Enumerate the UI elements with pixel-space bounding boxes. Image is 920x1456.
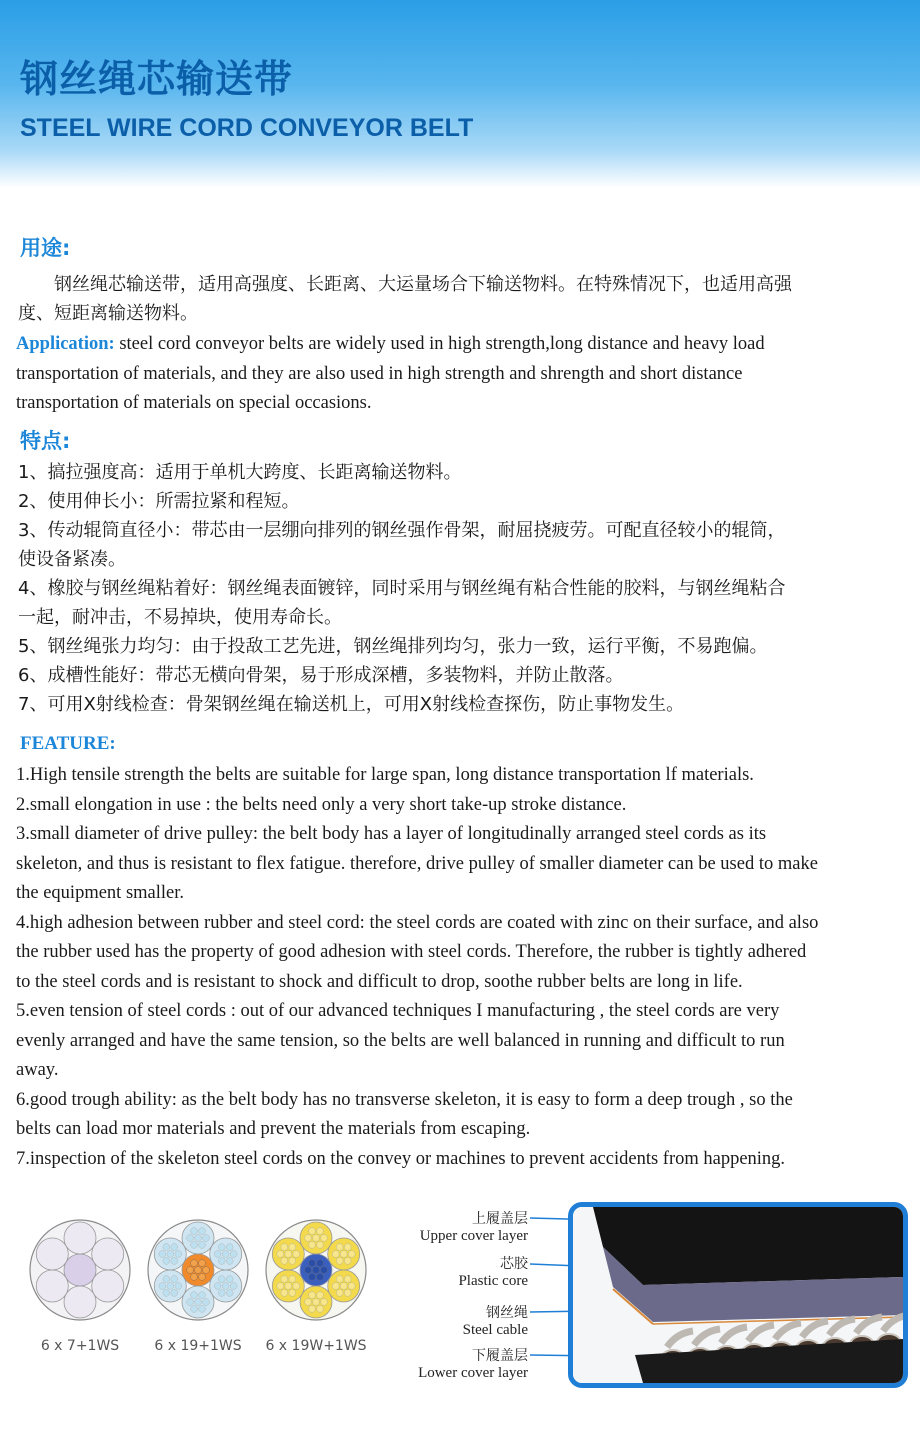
wire bbox=[171, 1290, 178, 1297]
feature-en-line: evenly arranged and have the same tension, so the belts are well balanced in running and difficult to run bbox=[16, 1030, 785, 1051]
wire bbox=[191, 1292, 198, 1299]
core-wire bbox=[309, 1260, 316, 1267]
wire bbox=[226, 1258, 233, 1265]
cable-caption: 6 x 19+1WS bbox=[154, 1338, 242, 1354]
feature-en-line: skeleton, and thus is resistant to flex fatigue. therefore, drive pulley of smaller diameter can be used to make bbox=[16, 853, 818, 874]
core-wire bbox=[203, 1267, 210, 1274]
application-line: steel cord conveyor belts are widely used in high strength,long distance and heavy load bbox=[114, 334, 765, 354]
feature-en-line: 3.small diameter of drive pulley: the belt body has a layer of longitudinally arranged steel cords as its bbox=[16, 824, 767, 844]
wire bbox=[348, 1251, 355, 1258]
wire bbox=[289, 1258, 296, 1265]
wire bbox=[344, 1244, 351, 1251]
feature-cn-line: 6、成槽性能好：带芯无横向骨架，易于形成深槽，多装物料，并防止散落。 bbox=[18, 665, 624, 686]
wire bbox=[191, 1228, 198, 1235]
application-line: transportation of materials on special occasions. bbox=[16, 393, 372, 413]
wire bbox=[277, 1283, 284, 1290]
application-line: transportation of materials, and they are also used in high strength and shrength and short distance bbox=[16, 363, 743, 384]
layer-label-core bbox=[458, 1256, 528, 1290]
wire bbox=[281, 1258, 288, 1265]
wire bbox=[218, 1276, 225, 1283]
outer-strand bbox=[92, 1238, 124, 1270]
core-wire bbox=[313, 1267, 320, 1274]
feature-en-line: belts can load mor materials and prevent the materials from escaping. bbox=[16, 1119, 531, 1139]
feature-en-line: 2.small elongation in use : the belts need only a very short take-up stroke distance. bbox=[16, 794, 627, 815]
feature-en-line: 7.inspection of the skeleton steel cords on the convey or machines to prevent accidents from happening. bbox=[16, 1148, 786, 1169]
wire bbox=[285, 1251, 292, 1258]
wire bbox=[313, 1299, 320, 1306]
wire bbox=[293, 1251, 300, 1258]
core-wire bbox=[199, 1274, 206, 1281]
wire bbox=[230, 1251, 237, 1258]
features-cn-heading: 特点: bbox=[20, 429, 71, 453]
feature-cn-line: 1、搞拉强度高：适用于单机大跨度、长距离输送物料。 bbox=[18, 462, 462, 483]
wire bbox=[321, 1299, 328, 1306]
layer-en: Steel cable bbox=[462, 1322, 528, 1338]
feature-en-line: 5.even tension of steel cords : out of our advanced techniques I manufacturing , the steel cords are very bbox=[16, 1001, 780, 1021]
layer-label-cable bbox=[463, 1305, 528, 1339]
wire bbox=[199, 1306, 206, 1313]
wire bbox=[289, 1276, 296, 1283]
feature-en-line: away. bbox=[16, 1060, 59, 1080]
wire bbox=[277, 1251, 284, 1258]
layer-cn: 钢丝绳 bbox=[486, 1305, 528, 1321]
page-title-en: STEEL WIRE CORD CONVEYOR BELT bbox=[20, 114, 474, 142]
layer-cn: 下履盖层 bbox=[472, 1348, 528, 1364]
wire bbox=[305, 1299, 312, 1306]
wire bbox=[313, 1235, 320, 1242]
wire bbox=[309, 1242, 316, 1249]
layer-en: Plastic core bbox=[458, 1273, 528, 1289]
core-strand bbox=[64, 1254, 96, 1286]
usage-heading: 用途: bbox=[20, 236, 71, 260]
wire bbox=[171, 1258, 178, 1265]
layer-en: Lower cover layer bbox=[418, 1365, 528, 1381]
outer-strand bbox=[64, 1286, 96, 1318]
wire bbox=[340, 1251, 347, 1258]
wire bbox=[226, 1290, 233, 1297]
feature-en-line: the equipment smaller. bbox=[16, 883, 184, 903]
wire bbox=[163, 1258, 170, 1265]
layer-label-upper bbox=[420, 1211, 528, 1245]
usage-cn-line: 钢丝绳芯输送带，适用高强度、长距离、大运量场合下输送物料。在特殊情况下，也适用高强 bbox=[18, 274, 792, 295]
application-label: Application: bbox=[16, 334, 115, 354]
wire bbox=[305, 1235, 312, 1242]
core-wire bbox=[305, 1267, 312, 1274]
header-banner bbox=[0, 0, 920, 188]
wire bbox=[332, 1283, 339, 1290]
features-cn-list bbox=[18, 458, 908, 719]
upper-cover-layer bbox=[593, 1207, 903, 1285]
wire bbox=[214, 1283, 221, 1290]
cable-cross-sections bbox=[0, 1200, 400, 1350]
wire bbox=[317, 1228, 324, 1235]
feature-en-line: 6.good trough ability: as the belt body has no transverse skeleton, it is easy to form a deep trough , so the bbox=[16, 1089, 793, 1110]
core-wire bbox=[199, 1260, 206, 1267]
layer-cn: 上履盖层 bbox=[472, 1211, 528, 1227]
core-wire bbox=[195, 1267, 202, 1274]
wire bbox=[289, 1244, 296, 1251]
wire bbox=[348, 1283, 355, 1290]
wire bbox=[344, 1290, 351, 1297]
features-en-list bbox=[16, 761, 916, 1174]
wire bbox=[199, 1292, 206, 1299]
features-en-heading: FEATURE: bbox=[20, 733, 116, 754]
core-wire bbox=[317, 1274, 324, 1281]
feature-en-line: 1.High tensile strength the belts are suitable for large span, long distance transportation lf materials. bbox=[16, 765, 754, 785]
wire bbox=[293, 1283, 300, 1290]
wire bbox=[336, 1244, 343, 1251]
wire bbox=[289, 1290, 296, 1297]
outer-strand bbox=[92, 1270, 124, 1302]
wire bbox=[321, 1235, 328, 1242]
layer-label-lower bbox=[418, 1348, 528, 1382]
wire bbox=[281, 1290, 288, 1297]
outer-strand bbox=[64, 1222, 96, 1254]
wire bbox=[187, 1235, 194, 1242]
wire bbox=[309, 1306, 316, 1313]
wire bbox=[317, 1242, 324, 1249]
wire bbox=[336, 1258, 343, 1265]
wire bbox=[175, 1283, 182, 1290]
wire bbox=[222, 1283, 229, 1290]
feature-cn-line: 2、使用伸长小：所需拉紧和程短。 bbox=[18, 491, 300, 512]
feature-en-line: to the steel cords and is resistant to shock and difficult to drop, soothe rubber belts are long in life. bbox=[16, 971, 743, 992]
wire bbox=[218, 1244, 225, 1251]
wire bbox=[191, 1306, 198, 1313]
cable-caption: 6 x 19W+1WS bbox=[265, 1338, 367, 1354]
core-wire bbox=[321, 1267, 328, 1274]
wire bbox=[199, 1242, 206, 1249]
wire bbox=[226, 1276, 233, 1283]
belt-illustration bbox=[573, 1207, 903, 1383]
wire bbox=[218, 1258, 225, 1265]
wire bbox=[340, 1283, 347, 1290]
feature-cn-line: 5、钢丝绳张力均匀：由于投敌工艺先进，钢丝绳排列均匀，张力一致，运行平衡，不易跑偏。 bbox=[18, 636, 768, 657]
wire bbox=[159, 1283, 166, 1290]
page-title-cn: 钢丝绳芯输送带 bbox=[20, 57, 294, 101]
wire bbox=[191, 1242, 198, 1249]
feature-cn-line: 使设备紧凑。 bbox=[18, 549, 126, 570]
cable-caption: 6 x 7+1WS bbox=[40, 1338, 120, 1354]
wire bbox=[175, 1251, 182, 1258]
wire bbox=[344, 1276, 351, 1283]
application-text bbox=[16, 330, 916, 419]
wire bbox=[309, 1292, 316, 1299]
wire bbox=[332, 1251, 339, 1258]
wire bbox=[218, 1290, 225, 1297]
belt-cross-section-photo bbox=[568, 1202, 908, 1388]
layer-en: Upper cover layer bbox=[419, 1228, 528, 1244]
feature-en-line: 4.high adhesion between rubber and steel cord: the steel cords are coated with zinc on their surface, and also bbox=[16, 912, 819, 933]
core-wire bbox=[187, 1267, 194, 1274]
feature-cn-line: 一起，耐冲击，不易掉块，使用寿命长。 bbox=[18, 607, 342, 628]
core-wire bbox=[191, 1260, 198, 1267]
wire bbox=[309, 1228, 316, 1235]
feature-cn-line: 3、传动辊筒直径小：带芯由一层绷向排列的钢丝强作骨架，耐屈挠疲劳。可配直径较小的辊筒， bbox=[18, 520, 786, 541]
wire bbox=[187, 1299, 194, 1306]
wire bbox=[336, 1290, 343, 1297]
wire bbox=[281, 1244, 288, 1251]
feature-en-line: the rubber used has the property of good adhesion with steel cords. Therefore, the rubber is tightly adhered bbox=[16, 942, 807, 962]
wire bbox=[203, 1299, 210, 1306]
wire bbox=[222, 1251, 229, 1258]
wire bbox=[195, 1235, 202, 1242]
wire bbox=[171, 1276, 178, 1283]
wire bbox=[226, 1244, 233, 1251]
wire bbox=[163, 1290, 170, 1297]
wire bbox=[336, 1276, 343, 1283]
wire bbox=[163, 1244, 170, 1251]
outer-strand bbox=[36, 1270, 68, 1302]
wire bbox=[167, 1251, 174, 1258]
wire bbox=[195, 1299, 202, 1306]
wire bbox=[317, 1292, 324, 1299]
wire bbox=[214, 1251, 221, 1258]
usage-cn-text bbox=[18, 270, 908, 328]
wire bbox=[317, 1306, 324, 1313]
outer-strand bbox=[36, 1238, 68, 1270]
wire bbox=[281, 1276, 288, 1283]
core-wire bbox=[309, 1274, 316, 1281]
wire bbox=[199, 1228, 206, 1235]
core-wire bbox=[317, 1260, 324, 1267]
wire bbox=[230, 1283, 237, 1290]
usage-cn-line: 度、短距离输送物料。 bbox=[18, 303, 198, 324]
wire bbox=[285, 1283, 292, 1290]
wire bbox=[159, 1251, 166, 1258]
layer-cn: 芯胶 bbox=[500, 1256, 528, 1272]
wire bbox=[203, 1235, 210, 1242]
wire bbox=[167, 1283, 174, 1290]
feature-cn-line: 7、可用X射线检查：骨架钢丝绳在输送机上，可用X射线检查探伤，防止事物发生。 bbox=[18, 694, 685, 715]
wire bbox=[171, 1244, 178, 1251]
wire bbox=[344, 1258, 351, 1265]
feature-cn-line: 4、橡胶与钢丝绳粘着好：钢丝绳表面镀锌，同时采用与钢丝绳有粘合性能的胶料，与钢丝绳粘合 bbox=[18, 578, 786, 599]
wire bbox=[163, 1276, 170, 1283]
core-wire bbox=[191, 1274, 198, 1281]
